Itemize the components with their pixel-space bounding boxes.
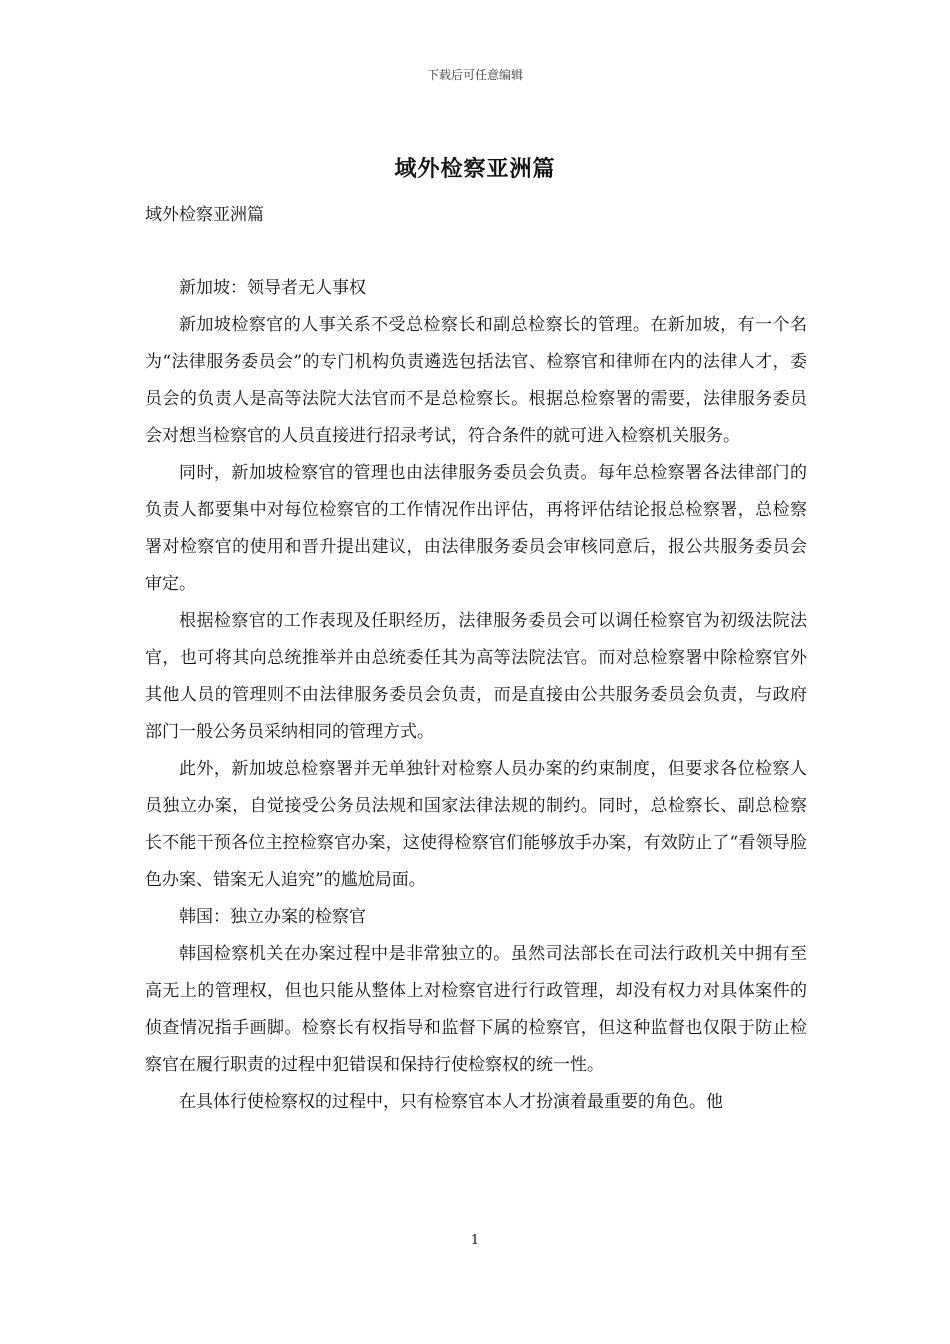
paragraph: 同时，新加坡检察官的管理也由法律服务委员会负责。每年总检察署各法律部门的负责人都要集中对每位检察官的工作情况作出评估，再将评估结论报总检察署，总检察署对检察官的使用和晋升提出建议，由法律服务委员会审核同意后，报公共服务委员会审定。 (145, 463, 807, 594)
page-header-note: 下载后可任意编辑 (426, 68, 523, 82)
paragraph: 根据检察官的工作表现及任职经历，法律服务委员会可以调任检察官为初级法院法官，也可将其向总统推举并由总统委任其为高等法院法官。而对总检察署中除检察官外其他人员的管理则不由法律服务委员会负责，而是直接由公共服务委员会负责，与政府部门一般公务员采纳相同的管理方式。 (145, 611, 807, 742)
document-subtitle: 域外检察亚洲篇 (145, 205, 264, 225)
paragraph: 韩国检察机关在办案过程中是非常独立的。虽然司法部长在司法行政机关中拥有至高无上的管理权，但也只能从整体上对检察官进行行政管理，却没有权力对具体案件的侦查情况指手画脚。检察长有权指导和监督下属的检察官，但这种监督也仅限于防止检察官在履行职责的过程中犯错误和保持行使检察权的统一性。 (145, 944, 807, 1075)
page-number: 1 (470, 1233, 480, 1248)
paragraph: 在具体行使检察权的过程中，只有检察官本人才扮演着最重要的角色。他 (179, 1092, 723, 1112)
paragraph: 此外，新加坡总检察署并无单独针对检察人员办案的约束制度，但要求各位检察人员独立办案，自觉接受公务员法规和国家法律法规的制约。同时，总检察长、副总检察长不能干预各位主控检察官办案，这使得检察官们能够放手办案，有效防止了“看领导脸色办案、错案无人追究”的尴尬局面。 (145, 759, 807, 890)
paragraph: 新加坡检察官的人事关系不受总检察长和副总检察长的管理。在新加坡，有一个名为“法律服务委员会”的专门机构负责遴选包括法官、检察官和律师在内的法律人才，委员会的负责人是高等法院大法官而不是总检察长。根据总检察署的需要，法律服务委员会对想当检察官的人员直接进行招录考试，符合条件的就可进入检察机关服务。 (145, 315, 807, 446)
document-body (145, 270, 807, 1121)
document-title: 域外检察亚洲篇 (394, 156, 556, 182)
section-heading-korea: 韩国：独立办案的检察官 (179, 907, 366, 927)
section-heading-singapore: 新加坡：领导者无人事权 (179, 278, 366, 298)
